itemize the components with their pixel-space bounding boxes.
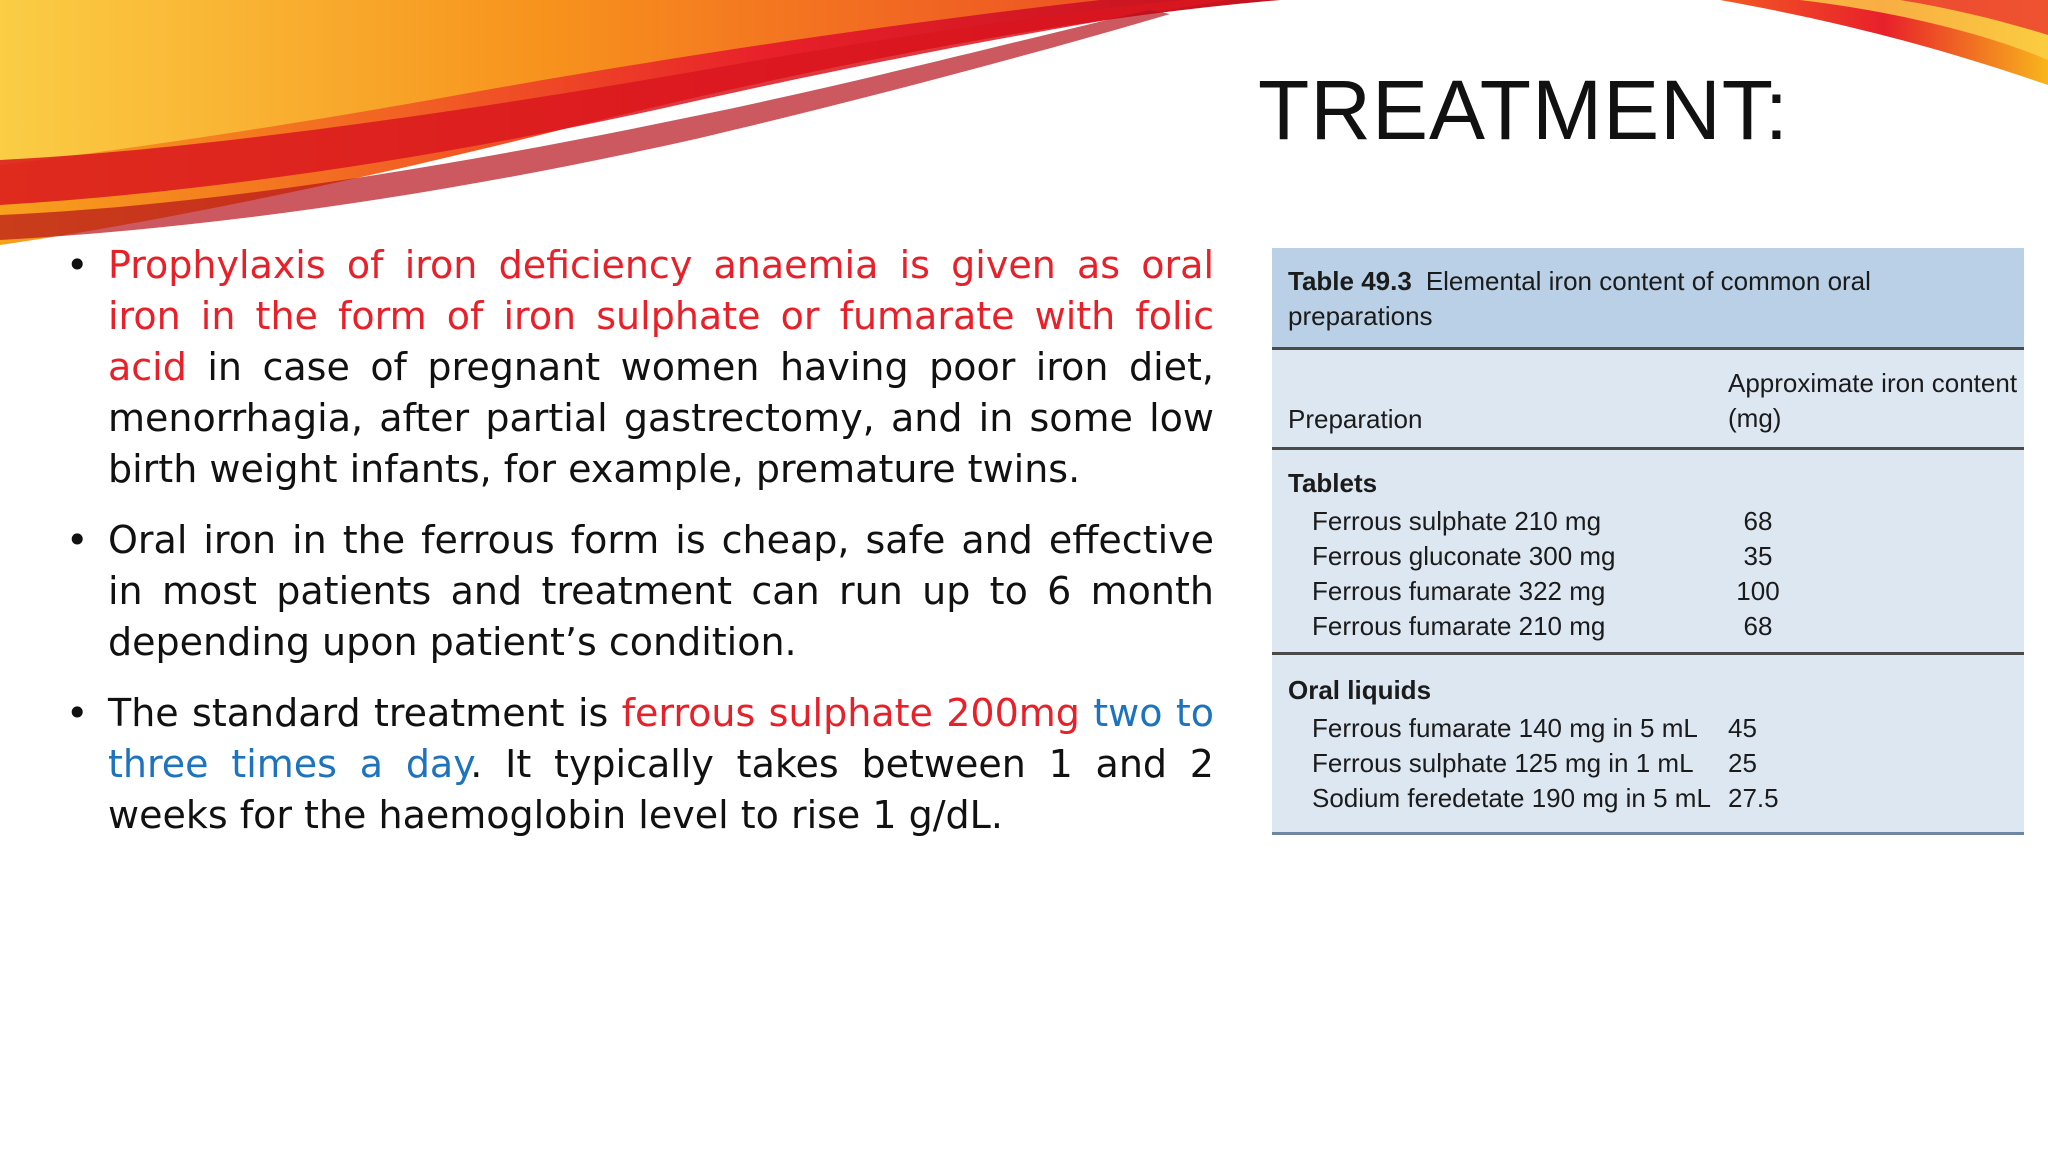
group-title: Oral liquids (1288, 675, 1432, 705)
row-iron-content: 68 (1743, 506, 1773, 536)
row-preparation: Ferrous fumarate 140 mg in 5 mL (1312, 713, 1698, 743)
row-preparation: Ferrous fumarate 210 mg (1312, 611, 1606, 641)
row-preparation: Sodium feredetate 190 mg in 5 mL (1312, 783, 1711, 813)
table-caption-number: Table 49.3 (1288, 266, 1412, 296)
bullet-text: Oral iron in the ferrous form is cheap, safe and effective in most patients and treatment can run up to 6 month depending upon patient’s condition. (108, 518, 1214, 664)
bullet-icon: • (66, 518, 89, 562)
bullet-item (64, 688, 1214, 841)
table-row (1272, 711, 2024, 746)
bullet-text: in case of pregnant women having poor iron diet, menorrhagia, after partial gastrectomy, and in some low birth weight infants, for example, premature twins. (108, 345, 1214, 491)
table-group-tablets (1272, 450, 2024, 655)
row-iron-content: 100 (1736, 576, 1780, 606)
bullet-item (64, 515, 1214, 668)
table-row (1272, 781, 2024, 816)
table-caption (1272, 248, 2024, 350)
bullet-highlight-red: Prophylaxis of iron deficiency anaemia is given as oral iron in the form of iron sulphate or fumarate with folic acid (108, 243, 1214, 389)
table-row (1272, 504, 2024, 539)
bullet-text: The standard treatment is (108, 691, 622, 735)
bullet-icon: • (66, 243, 89, 287)
iron-content-table (1272, 248, 2024, 835)
table-row (1272, 539, 2024, 574)
row-preparation: Ferrous sulphate 210 mg (1312, 506, 1602, 536)
bullet-text: . It typically takes between 1 and 2 weeks for the haemoglobin level to rise 1 g/dL. (108, 742, 1214, 837)
table-row (1272, 746, 2024, 781)
slide-title: TREATMENT: (1258, 63, 1790, 157)
bullet-highlight-blue: two to three times a day (108, 691, 1214, 786)
row-preparation: Ferrous gluconate 300 mg (1312, 541, 1616, 571)
bullet-item (64, 240, 1214, 495)
table-row (1272, 609, 2024, 644)
table-group-oral-liquids (1272, 657, 2024, 832)
table-header-row (1272, 350, 2024, 450)
bullet-list (64, 240, 1214, 861)
header-preparation: Preparation (1288, 404, 1423, 434)
table-caption-text: Elemental iron content of common oral preparations (1288, 266, 1871, 331)
row-preparation: Ferrous sulphate 125 mg in 1 mL (1312, 748, 1694, 778)
row-iron-content: 25 (1728, 748, 1757, 778)
table-row (1272, 574, 2024, 609)
bullet-highlight-red: ferrous sulphate 200mg (621, 691, 1080, 735)
row-iron-content: 35 (1743, 541, 1773, 571)
header-iron-content: Approximate iron content (mg) (1728, 368, 2018, 433)
bullet-icon: • (66, 691, 89, 735)
row-iron-content: 45 (1728, 713, 1757, 743)
row-iron-content: 68 (1743, 611, 1773, 641)
row-preparation: Ferrous fumarate 322 mg (1312, 576, 1606, 606)
group-title: Tablets (1288, 468, 1378, 498)
row-iron-content: 27.5 (1728, 783, 1779, 813)
